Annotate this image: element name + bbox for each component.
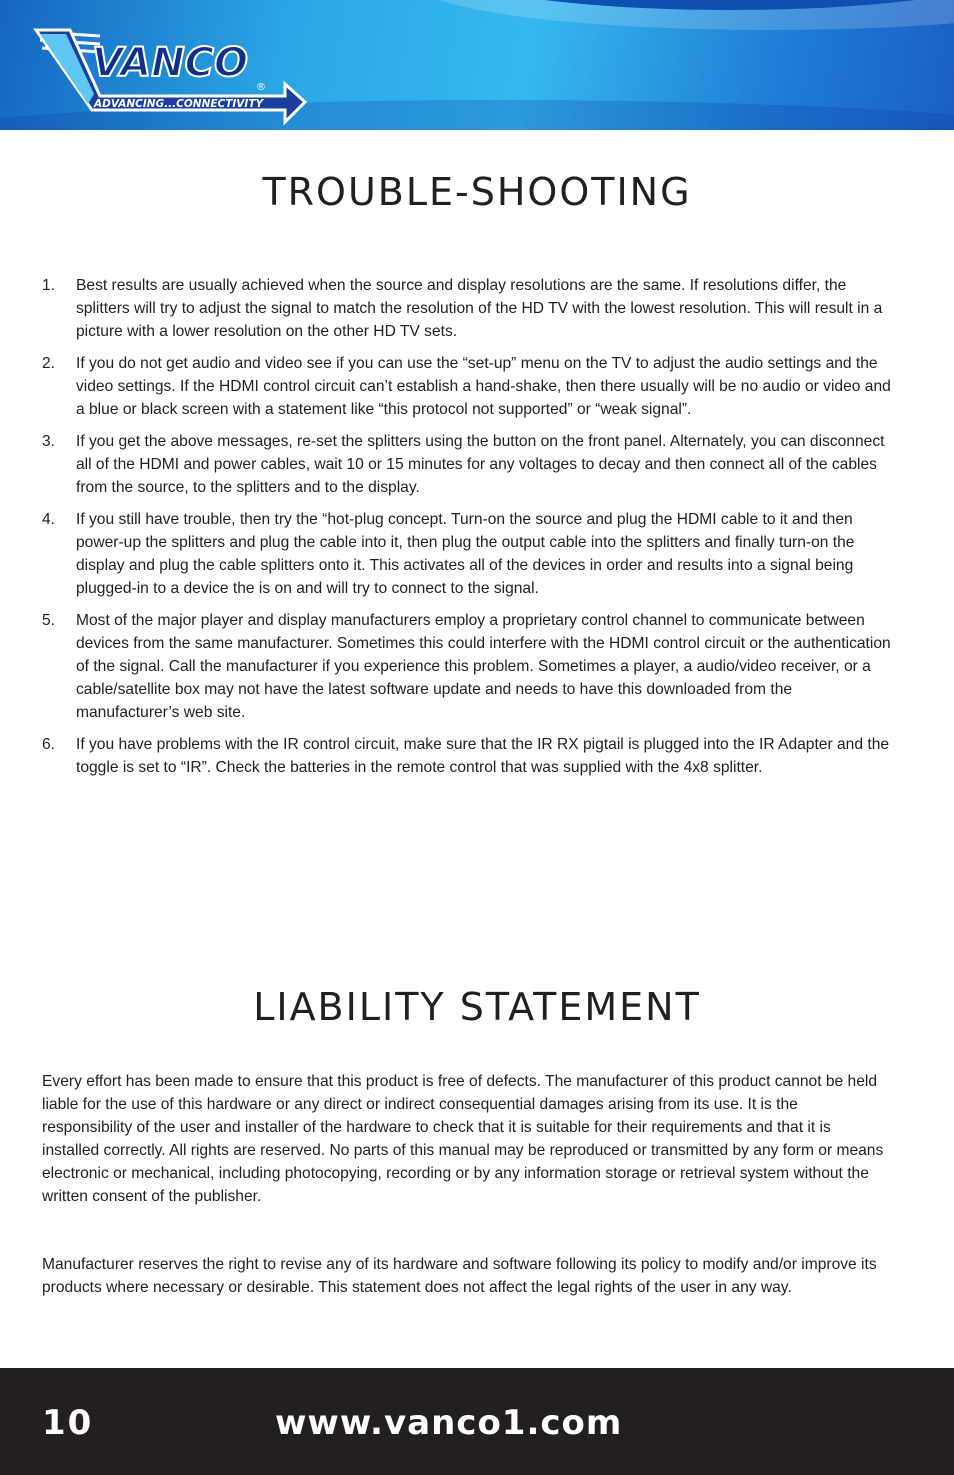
header-banner bbox=[0, 0, 954, 130]
troubleshooting-list bbox=[42, 274, 892, 788]
item-text: Best results are usually achieved when the source and display resolutions are the same. If resolutions differ, the splitters will try to adjust the signal to match the resolution of the HD TV with the lowest resolution. This will result in a picture with a lower resolution on the other HD TV sets. bbox=[76, 277, 883, 340]
item-number: 1. bbox=[42, 277, 56, 294]
website-link[interactable]: www.vanco1.com bbox=[275, 1403, 623, 1443]
vanco-logo bbox=[30, 24, 310, 129]
list-item bbox=[42, 508, 892, 600]
item-number: 2. bbox=[42, 355, 56, 372]
list-item bbox=[42, 733, 892, 779]
logo-wordmark: VANCO bbox=[92, 40, 249, 86]
troubleshooting-title: TROUBLE-SHOOTING bbox=[262, 170, 692, 214]
item-number: 5. bbox=[42, 612, 56, 629]
item-text: Most of the major player and display manufacturers employ a proprietary control channel to communicate between devices from the same manufacturer. Sometimes this could interfere with the HDMI control circuit or the authentication of the signal. Call the manufacturer if you experience this problem. Sometimes a player, a audio/video receiver, or a cable/satellite box may not have the latest software update and needs to have this downloaded from the manufacturer’s web site. bbox=[76, 612, 891, 721]
list-item bbox=[42, 430, 892, 499]
logo-tagline: ADVANCING...CONNECTIVITY bbox=[94, 98, 264, 110]
item-text: If you have problems with the IR control circuit, make sure that the IR RX pigtail is plugged into the IR Adapter and the toggle is set to “IR”. Check the batteries in the remote control that was supplied with the 4x8 splitter. bbox=[76, 736, 890, 776]
liability-title: LIABILITY STATEMENT bbox=[253, 985, 701, 1029]
list-item bbox=[42, 609, 892, 724]
list-item bbox=[42, 352, 892, 421]
liability-paragraph-1: Every effort has been made to ensure that this product is free of defects. The manufacturer of this product cannot be held liable for the use of this hardware or any direct or indirect consequential damages arising from its use. It is the responsibility of the user and installer of the hardware to check that it is suitable for their requirements and that it is installed correctly. All rights are reserved. No parts of this manual may be reproduced or transmitted by any form or means electronic or mechanical, including photocopying, recording or by any information storage or retrieval system without the written consent of the publisher. bbox=[42, 1073, 884, 1205]
item-number: 6. bbox=[42, 736, 56, 753]
item-text: If you do not get audio and video see if you can use the “set-up” menu on the TV to adjust the audio settings and the video settings. If the HDMI control circuit can’t establish a hand-shake, then there usually will be no audio or video and a blue or black screen with a statement like “this protocol not supported” or “weak signal”. bbox=[76, 355, 891, 418]
item-text: If you get the above messages, re-set the splitters using the button on the front panel. Alternately, you can disconnect all of the HDMI and power cables, wait 10 or 15 minutes for any voltages to decay and then connect all of the cables from the source, to the splitters and to the display. bbox=[76, 433, 885, 496]
list-item bbox=[42, 274, 892, 343]
item-number: 3. bbox=[42, 433, 56, 450]
item-number: 4. bbox=[42, 511, 56, 528]
liability-paragraph-2: Manufacturer reserves the right to revise any of its hardware and software following its policy to modify and/or improve its products where necessary or desirable. This statement does not affect the legal rights of the user in any way. bbox=[42, 1256, 877, 1296]
item-text: If you still have trouble, then try the “hot-plug concept. Turn-on the source and plug the HDMI cable to it and then power-up the splitters and plug the cable into it, then plug the output cable into the splitters and finally turn-on the display and plug the cable splitters onto it. This activates all of the devices in order and results into a signal being plugged-in to a device the is on and will try to connect to the signal. bbox=[76, 511, 855, 597]
logo-registered-mark: ® bbox=[256, 82, 266, 93]
page-number: 10 bbox=[42, 1403, 94, 1443]
